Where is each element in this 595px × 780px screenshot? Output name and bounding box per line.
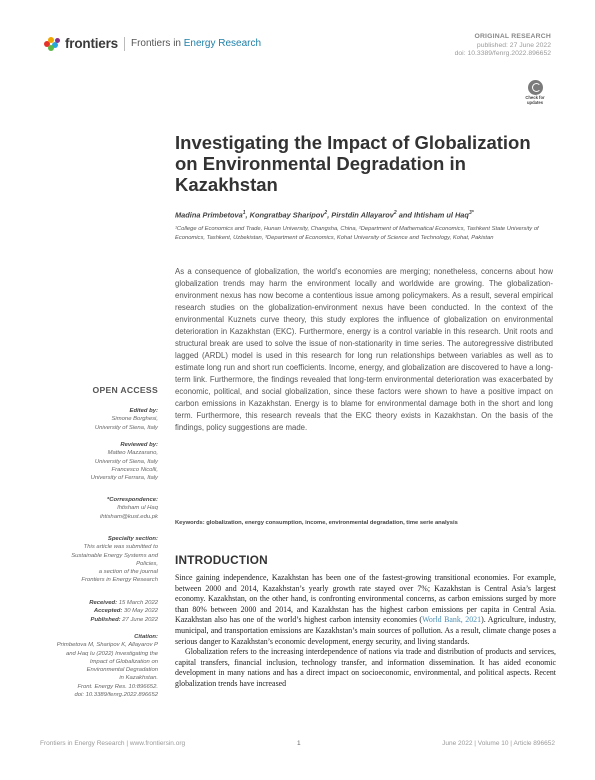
reviewer-affiliation: University of Ferrara, Italy	[90, 475, 158, 482]
footer-journal[interactable]: Frontiers in Energy Research | www.frontiersin.org	[40, 740, 186, 747]
frontiers-logo[interactable]	[44, 36, 261, 51]
dates	[40, 599, 158, 624]
specialty-line: a section of the journal	[98, 569, 158, 576]
citation-line: Front. Energy Res. 10:896652.	[77, 683, 158, 690]
reviewer-affiliation: University of Siena, Italy	[94, 458, 158, 465]
correspondence-label: *Correspondence:	[106, 497, 158, 503]
accepted-date: Accepted: 30 May 2022	[93, 608, 158, 615]
affiliations: ¹College of Economics and Trade, Hunan University, Changsha, China, ²Department of Mathematical Economics, Tashkent State University of Economics, Tashkent, Uzbekistan, ³Department of Economics, Kohat University of Science and Technology, Kohat, Pakistan	[175, 226, 539, 241]
footer-issue: June 2022 | Volume 10 | Article 896652	[442, 740, 555, 747]
article-type: ORIGINAL RESEARCH	[474, 33, 551, 40]
specialty-line: Policies,	[136, 560, 158, 567]
doi[interactable]: doi: 10.3389/fenrg.2022.896652	[454, 50, 551, 58]
frontiers-logo-text: frontiers	[65, 36, 118, 51]
open-access-label: OPEN ACCESS	[92, 385, 158, 395]
editor-affiliation: University of Siena, Italy	[94, 424, 158, 431]
author-name[interactable]: Pirstdin Allayarov	[331, 210, 394, 220]
received-date: Received: 15 March 2022	[89, 600, 158, 606]
check-updates-icon	[528, 80, 543, 95]
paragraph: Since gaining independence, Kazakhstan has been one of the fastest-growing transitional economies. For example, between 2000 and 2014, Kazakhstan’s yearly growth rate stayed over 7%; Kazakhstan is Central Asia’s largest economy. Kazakhstan, on the other hand, is confronting environmental concerns, as carbon emissions surged by more than 80% between 2000 and 2014, and Kazakhstan has the highest carbon emissions per capita in Central Asia. Kazakhstan also has one of the world’s highest carbon intensity economies (World Bank, 2021). Agriculture, industry, municipal, and transportation emissions are Kazakhstan’s main sources of pollution. As a result, climate change poses a serious danger to Kazakhstan’s economic development, energy security, and living standards.	[175, 573, 556, 646]
reviewed-by-label: Reviewed by:	[120, 442, 158, 448]
specialty-line: This article was submitted to	[83, 544, 158, 551]
published-date: Published: 27 June 2022	[90, 616, 158, 623]
correspondence	[40, 496, 158, 521]
author-name[interactable]: Ihtisham ul Haq	[413, 210, 469, 220]
reference-link[interactable]: World Bank, 2021	[422, 615, 482, 625]
keywords-label: Keywords:	[175, 520, 205, 526]
citation	[40, 633, 158, 699]
section-heading-introduction: INTRODUCTION	[175, 553, 268, 567]
check-for-updates-badge[interactable]	[520, 80, 550, 108]
introduction-body	[175, 573, 556, 690]
editor-name: Simone Borghesi,	[111, 416, 158, 423]
citation-line: Impact of Globalization on	[89, 658, 158, 665]
author-name[interactable]: Madina Primbetova	[175, 210, 243, 220]
citation-line: Environmental Degradation	[86, 667, 158, 674]
author-list: Madina Primbetova$^1$, Kongratbay Sharipov$^2$, Pirstdin Allayarov$^2$ and Ihtisham ul Haq$^{3*}$	[175, 210, 474, 220]
citation-line: and Haq Iu (2022) Investigating the	[65, 650, 158, 657]
corresponding-author: Ihtisham ul Haq	[117, 505, 158, 512]
article-meta	[455, 33, 551, 59]
check-updates-label: Check for updates	[525, 95, 545, 105]
citation-line: in Kazakhstan.	[119, 675, 158, 682]
logo-divider	[124, 37, 125, 51]
frontiers-logo-icon	[44, 37, 62, 51]
correspondence-email[interactable]: ihtisham@kust.edu.pk	[99, 513, 158, 520]
specialty-section	[40, 535, 158, 585]
citation-doi[interactable]: doi: 10.3389/fenrg.2022.896652	[74, 692, 158, 699]
edited-by	[40, 407, 158, 432]
keywords	[175, 520, 555, 526]
citation-label: Citation:	[134, 634, 158, 640]
keywords-list: globalization, energy consumption, income, environmental degradation, time serie analysis	[206, 520, 458, 526]
reviewed-by	[40, 441, 158, 482]
journal-name[interactable]: Frontiers in Energy Research	[130, 38, 262, 49]
citation-line: Primbetova M, Sharipov K, Allayarov P	[56, 642, 158, 649]
article-title: Investigating the Impact of Globalization on Environmental Degradation in Kazakhstan	[175, 132, 531, 195]
published-date: published: 27 June 2022	[476, 41, 551, 49]
paragraph: Globalization refers to the increasing interdependence of nations via trade and distribution of products and services, capital transfers, financial inclusion, technology transfer, and information dissemination. It has aided economic development in many nations and has a direct impact on socioeconomic, environmental, and political aspects. Recent globalization trends have increased	[175, 647, 556, 688]
reviewer-name: Francesco Nicolli,	[111, 466, 158, 473]
reviewer-name: Matteo Mazzarano,	[107, 450, 158, 457]
specialty-line: Sustainable Energy Systems and	[71, 552, 158, 559]
specialty-label: Specialty section:	[107, 536, 158, 542]
specialty-line: Frontiers in Energy Research	[81, 577, 158, 584]
page-number: 1	[297, 740, 301, 747]
edited-by-label: Edited by:	[129, 408, 158, 414]
author-name[interactable]: Kongratbay Sharipov	[249, 210, 325, 220]
abstract: As a consequence of globalization, the world’s economies are merging; nonetheless, concerns about how globalization trends may harm the environment locally and worldwide are growing. The globalization-environment nexus has now become a contentious issue among policymakers. As a result, several empirical research studies on the globalization-environment nexus have been conducted. In the context of the environmental Kuznets curve theory, this study explores the influence of globalization on environmental deterioration in Kazakhstan (EKC). Furthermore, energy is a control variable in this research. Unit roots and structural break are used to solve the issue of non-stationarity in time series. The autoregressive distributed lagged (ARDL) model is used in this research for long run relationships between variables as well as to estimate long run and short run coefficients. Income, energy, and globalization are discovered to have a long-term link. Furthermore, the findings revealed that long-term environmental deterioration was exacerbated by economic, political, and social globalization, since these factors were shown to have a positive impact on carbon emissions in Kazakhstan. Energy is to blame for environmental damage both in the short and long term. Furthermore, this research reveals that the EKC theory exists in Kazakhstan. On the basis of the findings, policy suggestions are made.	[175, 267, 553, 432]
